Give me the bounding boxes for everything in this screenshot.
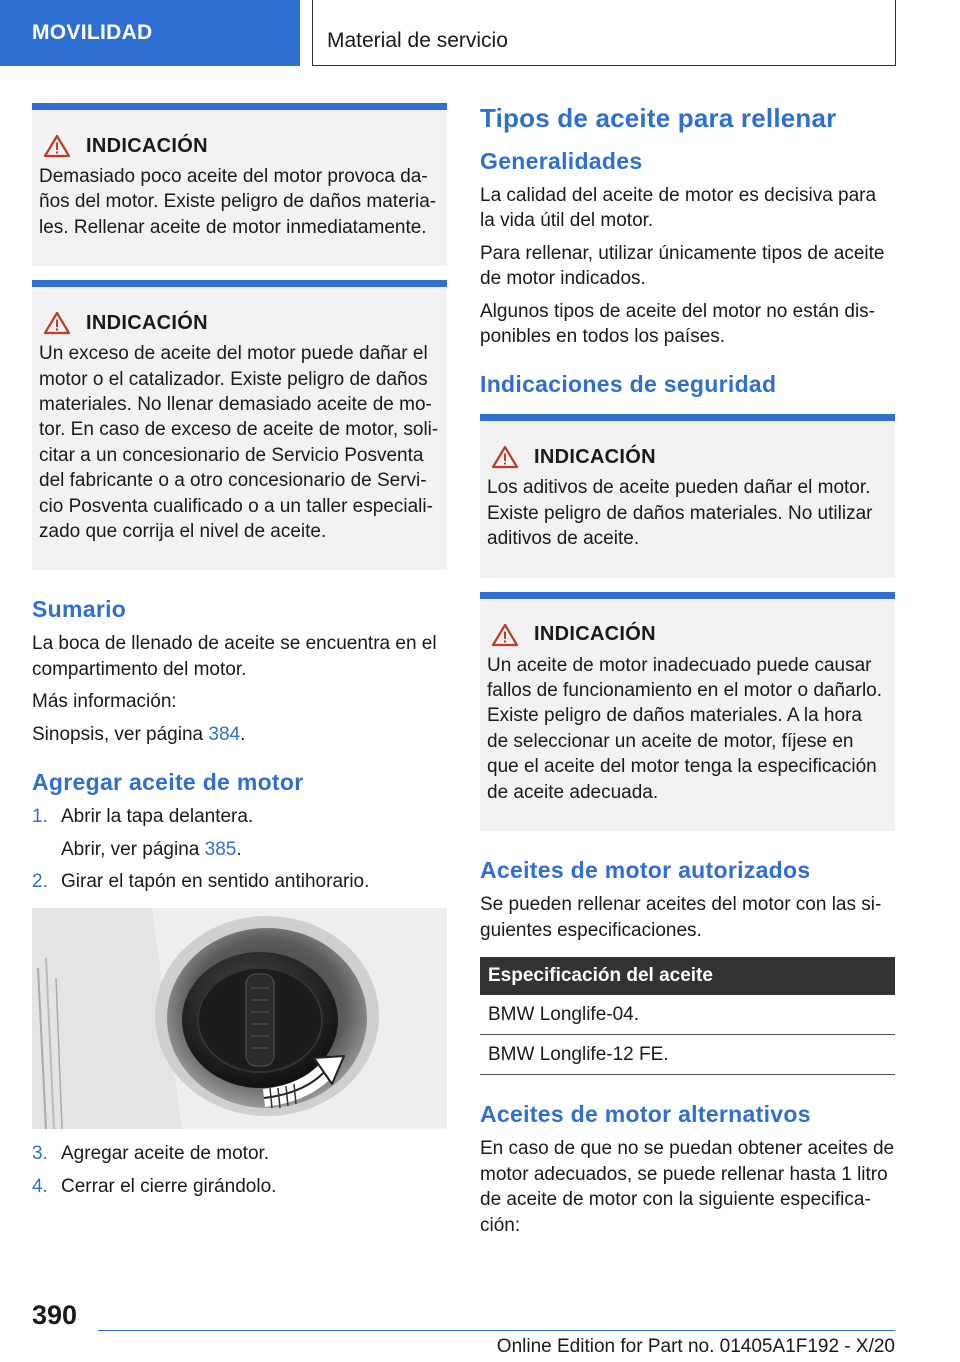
notice-title: INDICACIÓN <box>86 311 208 334</box>
notice-text: Los aditivos de aceite pueden dañar el motor. Existe peligro de daños materiales. No utilizar aditivos de aceite. <box>487 477 873 550</box>
paragraph: La boca de llenado de aceite se encuentra en el compartimento del motor. <box>32 633 437 680</box>
right-column <box>480 103 895 1245</box>
section-heading: Sumario <box>32 596 127 623</box>
section-heading: Aceites de motor autorizados <box>480 857 811 884</box>
section-heading: Aceites de motor alternativos <box>480 1101 811 1128</box>
paragraph: Más información: <box>32 691 177 713</box>
step-list <box>32 804 447 894</box>
notice-title: INDICACIÓN <box>86 134 208 157</box>
chapter-title: Material de servicio <box>312 0 896 66</box>
notice-box <box>32 280 447 570</box>
table-row <box>480 995 895 1035</box>
notice-title: INDICACIÓN <box>534 623 656 646</box>
oil-cap-illustration <box>32 908 447 1129</box>
list-item: 3. Agregar aceite de motor. <box>32 1143 270 1165</box>
notice-title: INDICACIÓN <box>534 445 656 468</box>
page-header <box>0 0 960 66</box>
paragraph: La calidad del aceite de motor es decisiva para la vida útil del motor. <box>480 185 877 232</box>
paragraph: Para rellenar, utilizar únicamente tipos de aceite de motor indicados. <box>480 242 885 290</box>
notice-box <box>32 103 447 266</box>
warning-icon <box>491 623 519 647</box>
list-item: 2. Girar el tapón en sentido antihorario. <box>32 870 370 892</box>
paragraph: Se pueden rellenar aceites del motor con las si-guientes especificaciones. <box>480 894 882 941</box>
list-item: 1. Abrir la tapa delantera. Abrir, ver página 385. <box>32 806 254 860</box>
table-row <box>480 1035 895 1075</box>
notice-text: Un aceite de motor inadecuado puede causar fallos de funcionamiento en el motor o dañarlo. Existe peligro de daños materiales. A la hora de seleccionar un aceite de motor, fíjese en que el aceite del motor tenga la especificación de aceite adecuada. <box>487 654 883 803</box>
table-header: Especificación del aceite <box>480 957 895 995</box>
notice-text: Un exceso de aceite del motor puede dañar el motor o el catalizador. Existe peligro de daños materiales. No llenar demasiado aceite de mo-tor. En caso de exceso de aceite de motor, soli-citar a un concesionario de Servicio Posventa del fabricante o a otro concesionario de Servi-cio Posventa cualificado o a un taller especiali-zado que corrija el nivel de aceite. <box>39 343 439 543</box>
oil-cap-photo <box>32 908 447 1129</box>
section-heading: Agregar aceite de motor <box>32 769 304 796</box>
warning-icon <box>43 311 71 335</box>
oil-spec-table <box>480 957 895 1076</box>
footer-edition: Online Edition for Part no. 01405A1F192 - X/20 <box>496 1336 895 1357</box>
table-cell: BMW Longlife-04. <box>480 995 895 1035</box>
section-tab: MOVILIDAD <box>0 0 300 66</box>
section-heading: Indicaciones de seguridad <box>480 371 777 398</box>
step-list <box>32 1141 447 1199</box>
warning-icon <box>43 134 71 158</box>
notice-box <box>480 592 895 831</box>
footer-divider <box>98 1330 895 1331</box>
cross-reference: Sinopsis, ver página 384. <box>32 723 246 745</box>
table-header-row <box>480 957 895 995</box>
paragraph: Algunos tipos de aceite del motor no están dis-ponibles en todos los países. <box>480 300 876 348</box>
list-item: 4. Cerrar el cierre girándolo. <box>32 1175 277 1197</box>
page-title: Tipos de aceite para rellenar <box>480 103 837 133</box>
page-link[interactable]: 385 <box>204 838 237 860</box>
section-heading: Generalidades <box>480 148 643 174</box>
left-column <box>32 103 447 1206</box>
paragraph: En caso de que no se puedan obtener aceites de motor adecuados, se puede rellenar hasta 1 litro de aceite de motor con la siguiente especifica-ción: <box>480 1138 895 1236</box>
warning-icon <box>491 445 519 469</box>
notice-text: Demasiado poco aceite del motor provoca da-ños del motor. Existe peligro de daños materia-les. Rellenar aceite de motor inmediatamente. <box>39 166 437 238</box>
page-number: 390 <box>32 1300 78 1330</box>
table-cell: BMW Longlife-12 FE. <box>480 1035 895 1075</box>
page-link[interactable]: 384 <box>208 723 241 745</box>
notice-box <box>480 414 895 577</box>
